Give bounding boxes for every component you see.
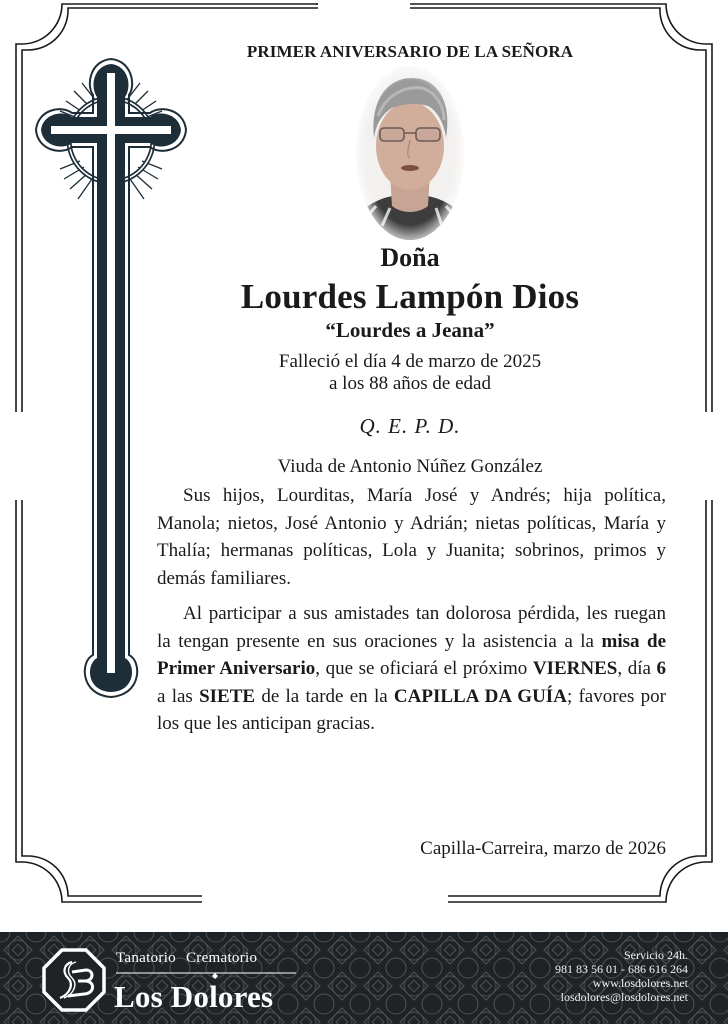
mass-text: a las	[157, 685, 200, 707]
mass-date: 6	[656, 658, 666, 679]
qepd: Q. E. P. D.	[359, 414, 461, 438]
website-link[interactable]: www.losdolores.net	[592, 976, 688, 990]
service-hours: Servicio 24h.	[624, 948, 688, 962]
brand-subtitle-right: Crematorio	[185, 950, 258, 966]
mass-text: ; favores por los que les anticipan gracias.	[157, 685, 666, 734]
place-date: Capilla-Carreira, marzo de 2026	[420, 838, 666, 859]
honorific: Doña	[380, 243, 440, 272]
death-age: a los 88 años de edad	[329, 373, 491, 394]
mass-text: , que se oficiará el próximo	[315, 658, 533, 679]
mass-type: misa de Primer Aniversario	[157, 630, 667, 679]
brand-subtitle-left: Tanatorio	[116, 950, 176, 966]
mass-day: VIERNES	[532, 658, 618, 679]
mass-text: de la tarde en la	[255, 685, 394, 707]
widow-line: Viuda de Antonio Núñez González	[277, 456, 543, 477]
funeral-home-footer	[0, 932, 728, 1024]
contact-info	[555, 948, 688, 1004]
phone-numbers: 981 83 56 01 - 686 616 264	[555, 962, 688, 976]
mass-location: CAPILLA DA GUÍA	[393, 685, 567, 707]
email-link[interactable]: losdolores@losdolores.net	[560, 990, 688, 1004]
mass-text: , día	[617, 658, 657, 679]
mass-time: SIETE	[199, 685, 256, 707]
family-paragraph: Sus hijos, Lourditas, María José y Andrés; hija política, Manola; nietos, José Antonio y Adrián; nietas políticas, María y Thalía; hermanas políticas, Lola y Juanita; sobrinos, primos y demás familiares.	[157, 485, 666, 589]
portrait-photo	[356, 66, 464, 240]
deceased-nickname: “Lourdes a Jeana”	[325, 318, 495, 342]
death-info	[160, 351, 660, 395]
funeral-home-logo-icon	[42, 948, 106, 1012]
mass-text: Al participar a sus amistades tan dolorosa pérdida, les ruegan la tengan presente en sus oraciones y la asistencia a la	[157, 603, 666, 652]
brand-subtitle	[116, 950, 257, 967]
mass-paragraph	[157, 600, 666, 738]
death-date: Falleció el día 4 de marzo de 2025	[278, 351, 542, 372]
portrait-photo-placeholder	[356, 66, 464, 240]
anniversary-header: PRIMER ANIVERSARIO DE LA SEÑORA	[246, 42, 574, 61]
brand-name: Los Dolores	[114, 979, 274, 1014]
deceased-name: Lourdes Lampón Dios	[240, 277, 580, 316]
